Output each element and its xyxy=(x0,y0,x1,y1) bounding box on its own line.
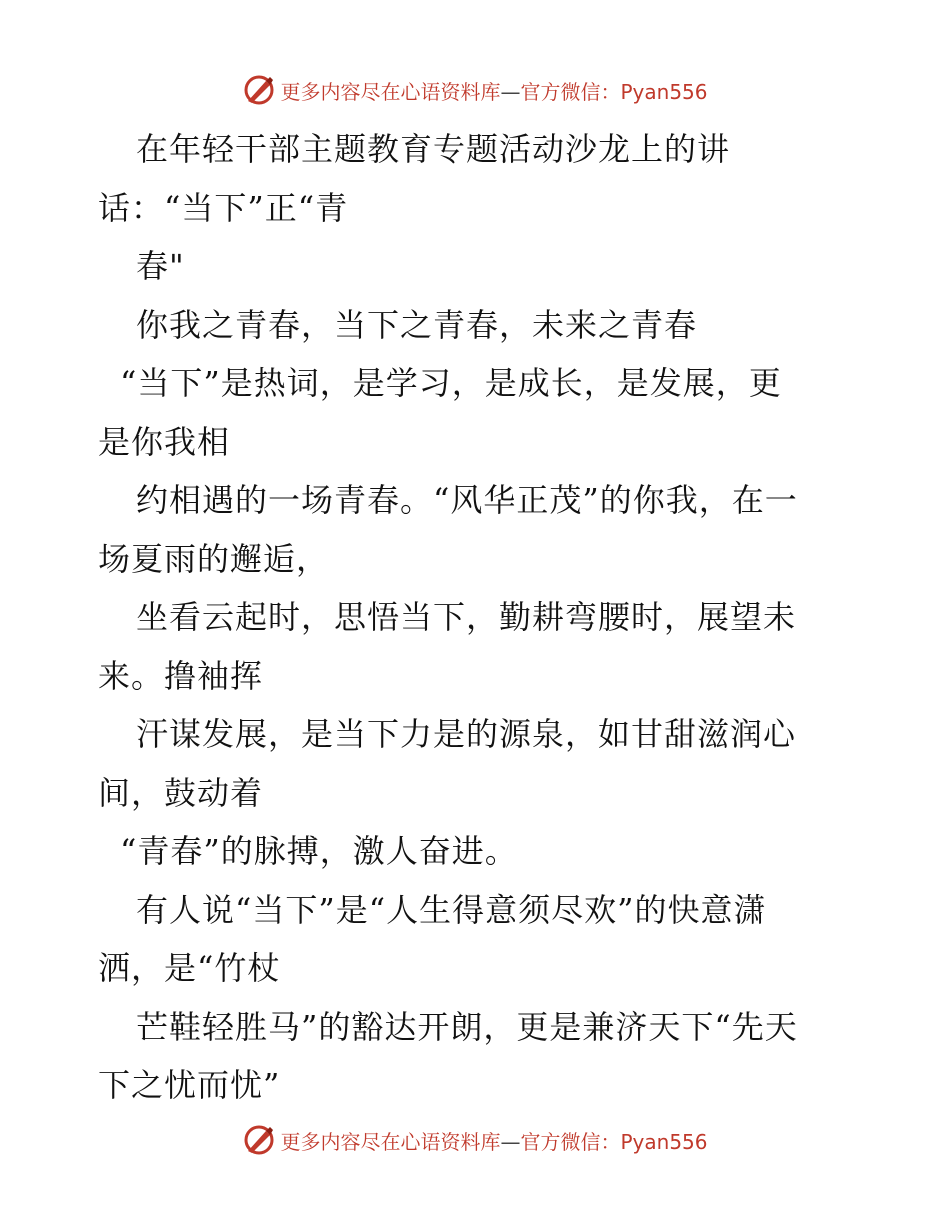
text-line: 场夏雨的邂逅， xyxy=(98,539,330,578)
text-line: “当下”是热词，是学习，是成长，是发展，更 xyxy=(120,364,782,402)
text-line: 芒鞋轻胜马”的豁达开朗，更是兼济天下“先天 xyxy=(136,1007,798,1046)
banner-text xyxy=(280,76,707,105)
banner-handle: Pyan556 xyxy=(620,1129,708,1154)
banner-separator: — xyxy=(500,79,521,104)
pen-circle-logo-icon xyxy=(242,73,276,107)
text-line: 你我之青春，当下之青春，未来之青春 xyxy=(136,305,698,344)
footer-watermark-banner xyxy=(0,1120,950,1160)
banner-suffix: 官方微信： xyxy=(520,79,621,104)
text-line: 是你我相 xyxy=(98,422,231,461)
banner-suffix: 官方微信： xyxy=(520,1129,621,1154)
text-line: 下之忧而忧” xyxy=(98,1066,281,1104)
banner-text xyxy=(280,1126,707,1155)
banner-handle: Pyan556 xyxy=(620,79,708,104)
text-line: 来。撸袖挥 xyxy=(98,656,264,695)
text-line: 有人说“当下”是“人生得意须尽欢”的快意潇 xyxy=(136,890,767,929)
text-line: 洒，是“竹杖 xyxy=(98,949,281,987)
title-line-1: 在年轻干部主题教育专题活动沙龙上的讲 xyxy=(136,130,731,168)
title-line-3: 春" xyxy=(136,247,185,285)
text-line: “青春”的脉搏，激人奋进。 xyxy=(120,832,518,870)
text-line: 间，鼓动着 xyxy=(98,773,264,812)
banner-main-text: 更多内容尽在心语资料库 xyxy=(280,79,501,104)
pen-circle-logo-icon xyxy=(242,1123,276,1157)
text-line: 约相遇的一场青春。“风华正茂”的你我，在一 xyxy=(136,481,798,519)
text-line: 坐看云起时，思悟当下，勤耕弯腰时，展望未 xyxy=(136,598,797,636)
text-line: 汗谋发展，是当下力是的源泉，如甘甜滋润心 xyxy=(136,715,797,753)
document-body xyxy=(98,120,858,1115)
header-watermark-banner xyxy=(0,70,950,110)
banner-main-text: 更多内容尽在心语资料库 xyxy=(280,1129,501,1154)
banner-separator: — xyxy=(500,1129,521,1154)
title-line-2: 话：“当下”正“青 xyxy=(98,188,349,227)
